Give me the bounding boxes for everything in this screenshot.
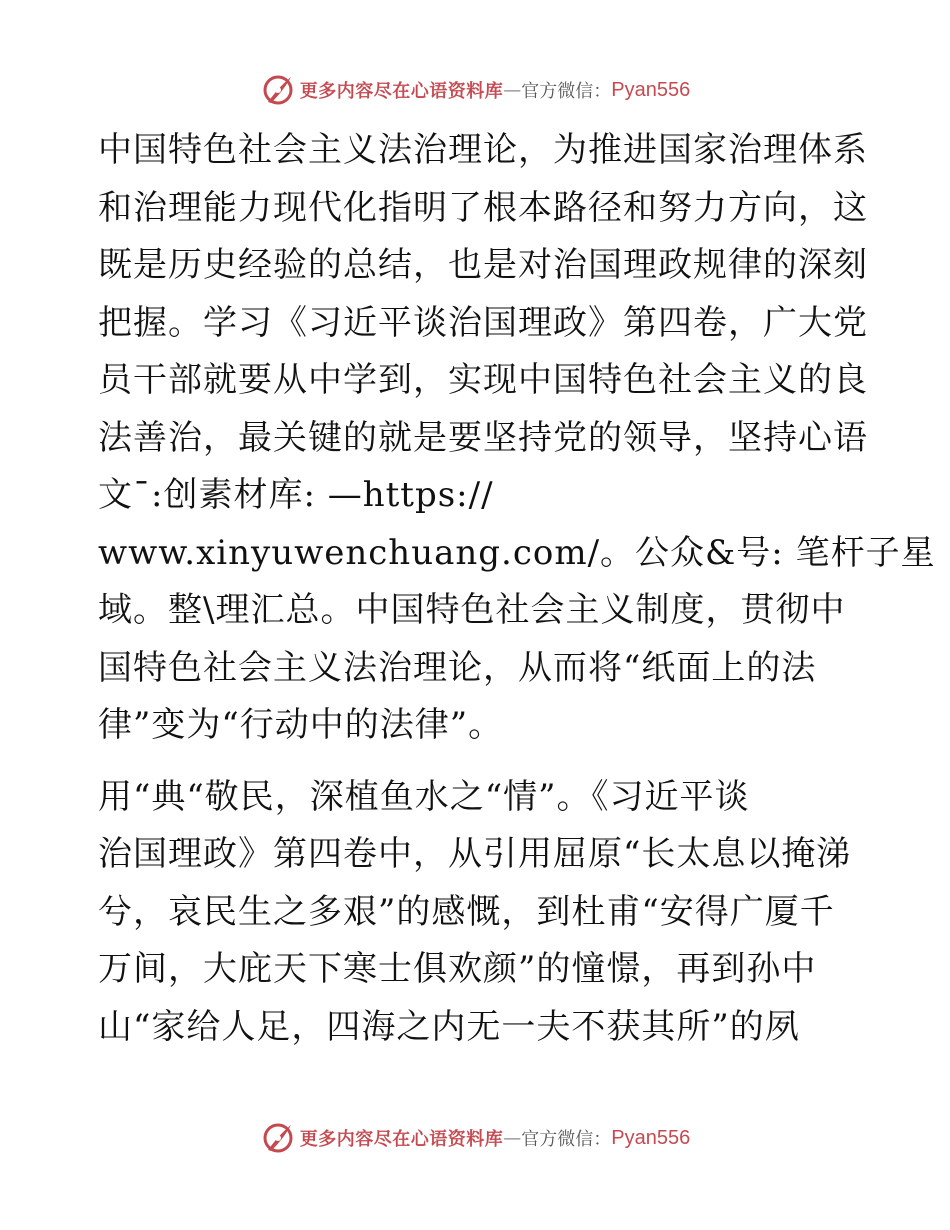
paragraph — [98, 122, 936, 755]
text-line: 律”变为“行动中的法律”。 — [98, 705, 504, 745]
footer-banner — [0, 1118, 950, 1158]
text-line: 用“典“敬民，深植鱼水之“情”。《习近平谈 — [98, 776, 750, 817]
text-line: www.xinyuwenchuang.com/。公众&号: 笔杆子星 — [98, 532, 936, 573]
text-line: 域。整\理汇总。中国特色社会主义制度，贯彻中 — [98, 590, 846, 630]
text-line: 兮，哀民生之多艰”的感慨，到杜甫“安得广厦千 — [98, 891, 835, 932]
quill-logo-icon — [260, 72, 296, 108]
text-line: 和治理能力现代化指明了根本路径和努力方向，这 — [98, 187, 868, 228]
header-banner — [0, 70, 950, 110]
text-line: 把握。学习《习近平谈治国理政》第四卷，广大党 — [98, 302, 868, 343]
banner-title: 更多内容尽在心语资料库 — [299, 81, 504, 102]
banner-wechat-id: Pyan556 — [611, 1126, 691, 1149]
banner-wechat-id: Pyan556 — [611, 78, 691, 101]
text-line: 国特色社会主义法治理论，从而将“纸面上的法 — [98, 647, 817, 688]
quill-logo-icon — [260, 1120, 296, 1156]
banner-dash: — — [503, 1127, 522, 1149]
banner-wechat-label: 官方微信： — [521, 81, 612, 102]
paragraph — [98, 769, 858, 1057]
text-line: 万间，大庇天下寒士俱欢颜”的憧憬，再到孙中 — [98, 949, 817, 989]
text-line: 山“家给人足，四海之内无一夫不获其所”的夙 — [98, 1006, 800, 1047]
paragraph-gap — [98, 755, 858, 769]
text-line: 中国特色社会主义法治理论，为推进国家治理体系 — [98, 130, 868, 170]
banner-wechat-label: 官方微信： — [521, 1129, 612, 1150]
text-line: 治国理政》第四卷中，从引用屈原“长太息以掩涕 — [98, 834, 852, 874]
text-line: 法善治，最关键的就是要坚持党的领导，坚持心语 — [98, 417, 868, 458]
banner-title: 更多内容尽在心语资料库 — [299, 1129, 504, 1150]
text-line: 员干部就要从中学到，实现中国特色社会主义的良 — [98, 360, 868, 400]
banner-dash: — — [503, 79, 522, 101]
document-body — [98, 122, 936, 1056]
text-line: 既是历史经验的总结，也是对治国理政规律的深刻 — [98, 245, 868, 285]
text-line: 文¯:创素材库: —https:// — [98, 475, 494, 515]
